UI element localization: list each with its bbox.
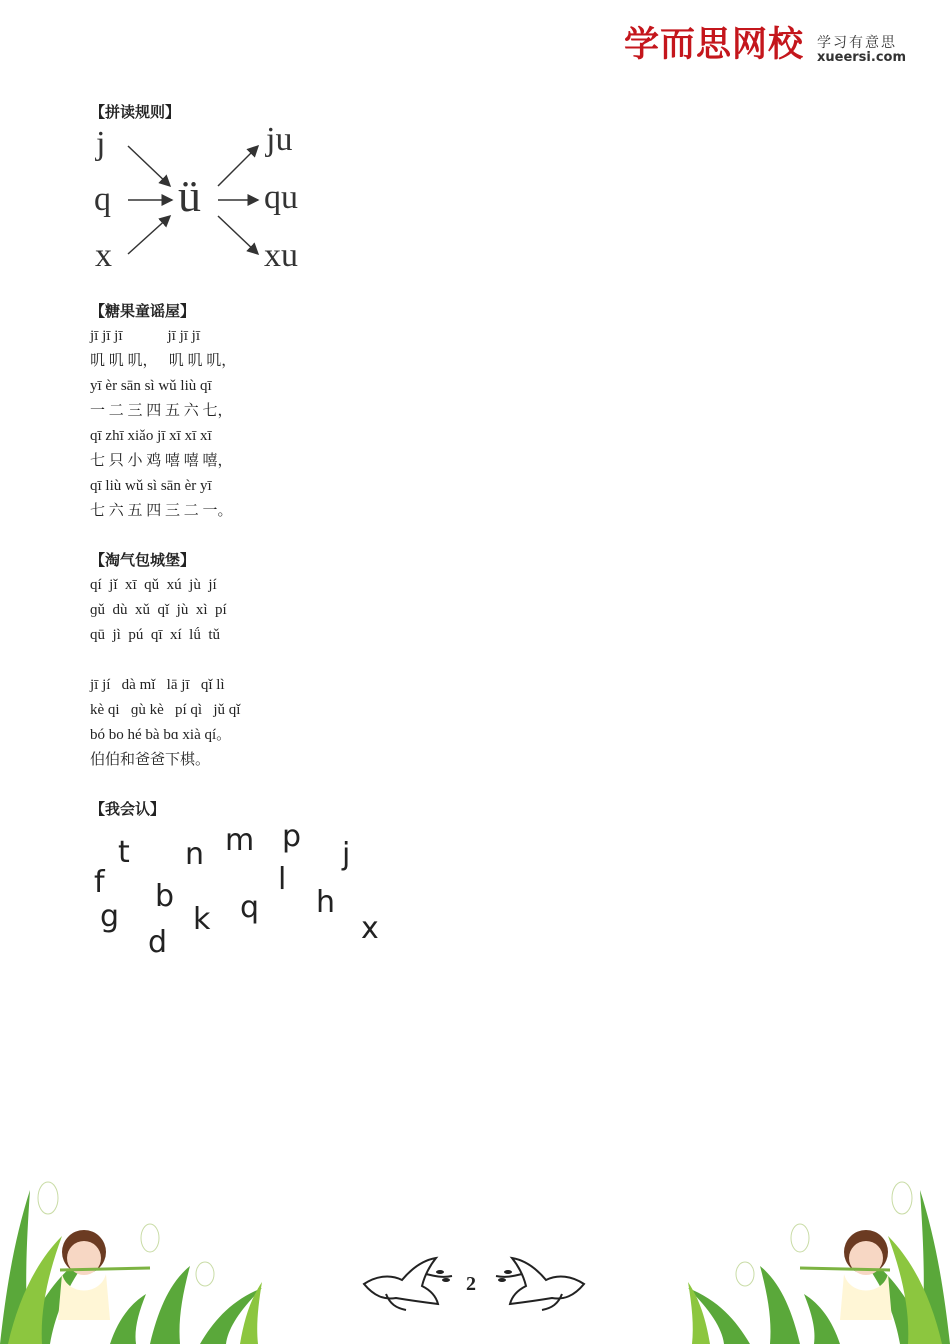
rhyme-line: qī liù wǔ sì sān èr yī xyxy=(90,478,212,494)
rhyme-line: 一 二 三 四 五 六 七， xyxy=(90,403,233,419)
logo-text: 学而思网校 xyxy=(624,25,805,65)
result-ju: ju xyxy=(266,121,293,158)
syllable-row: qū jì pú qī xí lǘ tǔ xyxy=(90,627,221,643)
word-row: 伯伯和爸爸下棋。 xyxy=(90,752,211,768)
rhyme-line: 七 只 小 鸡 嘻 嘻 嘻， xyxy=(90,453,233,469)
arrow-lines xyxy=(90,122,320,282)
word-row: bó bo hé bà bɑ xià qí。 xyxy=(90,727,232,743)
result-qu: qu xyxy=(264,179,298,216)
center-u-umlaut: ü xyxy=(178,170,201,221)
letter-t: t xyxy=(118,835,130,870)
spelling-diagram xyxy=(90,122,320,282)
section-title-recognize: 【我会认】 xyxy=(90,800,166,818)
initial-x: x xyxy=(95,237,112,274)
letter-g: g xyxy=(100,899,120,934)
result-xu: xu xyxy=(264,237,298,274)
dove-left-icon xyxy=(356,1254,456,1314)
letter-n: n xyxy=(185,837,205,872)
rhyme-line: 叽 叽 叽， 叽 叽 叽， xyxy=(90,353,237,369)
letter-k: k xyxy=(193,902,211,937)
rhyme-line: yī èr sān sì wǔ liù qī xyxy=(90,378,212,394)
logo-slogan: 学习有意思 xyxy=(817,35,897,51)
rhyme-line: jī jī jī jī jī jī xyxy=(90,328,201,344)
word-row: kè qi ɡù kè pí qì jǔ qǐ xyxy=(90,702,241,718)
initial-q: q xyxy=(94,181,111,218)
page-number: 2 xyxy=(466,1273,476,1295)
rhyme-line: qī zhī xiǎo jī xī xī xī xyxy=(90,428,212,444)
footer-right-decoration xyxy=(670,1170,950,1344)
letter-b: b xyxy=(155,879,175,914)
syllable-row: qí jǐ xī qǔ xú jù jí xyxy=(90,577,217,593)
letter-x: x xyxy=(361,911,379,946)
footer-left-decoration xyxy=(0,1170,280,1344)
section-title-candy-rhyme: 【糖果童谣屋】 xyxy=(90,302,196,320)
letter-p: p xyxy=(282,819,302,854)
section-title-castle: 【淘气包城堡】 xyxy=(90,551,196,569)
dove-right-icon xyxy=(492,1254,592,1314)
section-title-spelling-rule: 【拼读规则】 xyxy=(90,103,181,121)
rhyme-line: 七 六 五 四 三 二 一。 xyxy=(90,503,233,519)
letter-l: l xyxy=(278,862,287,897)
logo-url: xueersi.com xyxy=(817,50,907,65)
letter-j: j xyxy=(342,837,351,872)
letter-h: h xyxy=(316,885,336,920)
letter-d: d xyxy=(148,925,168,960)
letter-m: m xyxy=(225,823,255,858)
letter-q: q xyxy=(240,890,260,925)
initial-j: j xyxy=(96,125,106,162)
word-row: jī jí dà mǐ lā jī qǐ lì xyxy=(90,677,225,693)
letter-f: f xyxy=(94,865,105,900)
syllable-row: ɡǔ dù xǔ qǐ jù xì pí xyxy=(90,602,227,618)
